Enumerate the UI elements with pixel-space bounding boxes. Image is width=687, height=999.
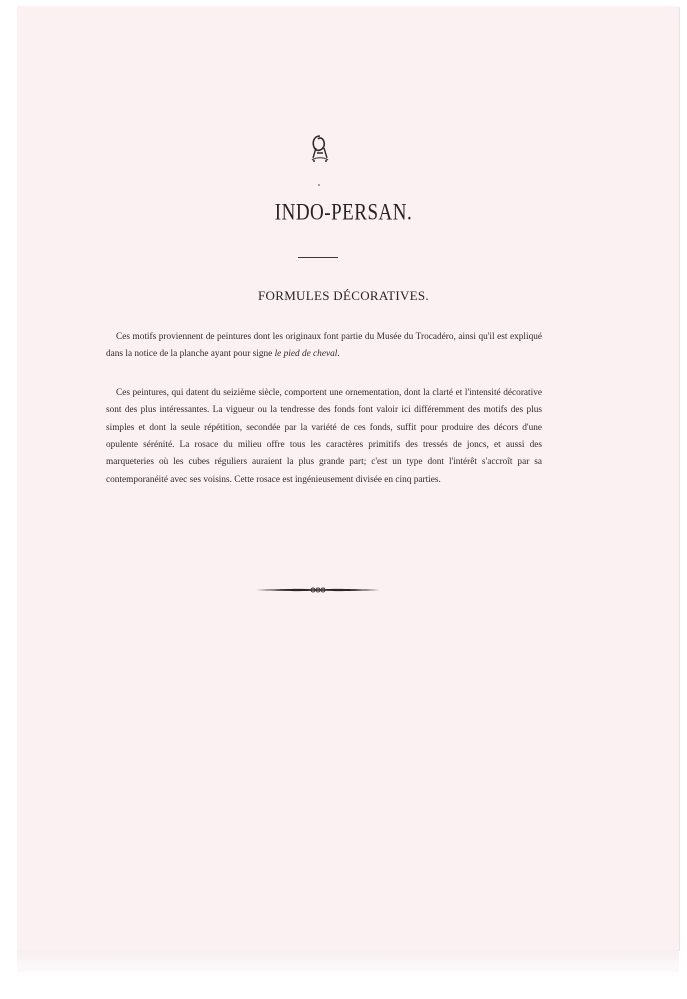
page-edge <box>17 950 679 972</box>
paragraph-1 <box>106 329 542 364</box>
page-title: INDO-PERSAN. <box>274 200 413 226</box>
paragraph-1-emphasis: le pied de cheval <box>274 349 338 360</box>
monogram-ornament <box>308 134 332 164</box>
paragraph-1-text: Ces motifs proviennent de peintures dont les originaux font partie du Musée du Trocadéro, ainsi qu'il est expliqué dans la notice de la planche ayant pour signe <box>106 332 542 360</box>
center-dot <box>318 184 320 186</box>
paragraph-2: Ces peintures, qui datent du seizième siècle, comportent une ornementation, dont la clarté et l'intensité décorative sont des plus intéressantes. La vigueur ou la tendresse des fonds font valoir ici différemment des motifs des plus simples et dont la seule répétition, secondée par la variété de ces fonds, suffit pour produire des décors d'une opulente sérénité. La rosace du milieu offre tous les caractères primitifs des tressés de joncs, et aussi des marqueteries où les cubes réguliers auraient la plus grande part; c'est un type dont l'intérêt s'accroît par sa contemporanéité avec ses voisins. Cette rosace est ingénieusement divisée en cinq parties. <box>106 387 542 485</box>
tailpiece-ornament <box>256 584 380 596</box>
title-rule <box>298 257 338 258</box>
paragraph-1-end: . <box>337 349 340 360</box>
body-text <box>106 329 542 489</box>
section-subtitle: FORMULES DÉCORATIVES. <box>258 288 429 303</box>
